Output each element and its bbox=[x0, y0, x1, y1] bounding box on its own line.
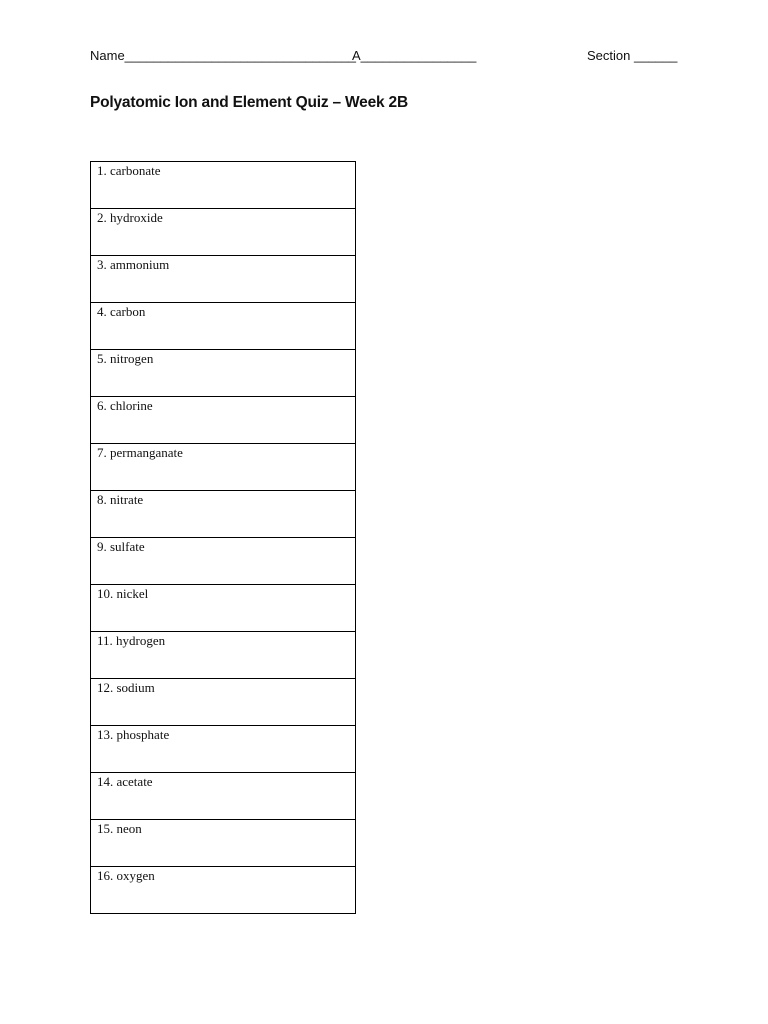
item-label: 12. sodium bbox=[97, 680, 155, 695]
answer-cell[interactable] bbox=[91, 491, 356, 538]
item-label: 2. hydroxide bbox=[97, 210, 163, 225]
answer-cell[interactable] bbox=[91, 350, 356, 397]
item-label: 10. nickel bbox=[97, 586, 149, 601]
item-label: 4. carbon bbox=[97, 304, 146, 319]
answer-cell[interactable] bbox=[91, 162, 356, 209]
answer-cell[interactable] bbox=[91, 820, 356, 867]
table-row bbox=[91, 867, 356, 914]
item-label: 14. acetate bbox=[97, 774, 153, 789]
item-label: 1. carbonate bbox=[97, 163, 161, 178]
section-field-label[interactable]: Section ______ bbox=[587, 48, 678, 63]
name-field-label[interactable]: Name________________________________ bbox=[90, 48, 357, 63]
answer-cell[interactable] bbox=[91, 303, 356, 350]
item-label: 16. oxygen bbox=[97, 868, 155, 883]
answer-cell[interactable] bbox=[91, 773, 356, 820]
answer-cell[interactable] bbox=[91, 397, 356, 444]
item-label: 13. phosphate bbox=[97, 727, 170, 742]
table-row bbox=[91, 256, 356, 303]
item-label: 6. chlorine bbox=[97, 398, 153, 413]
table-row bbox=[91, 350, 356, 397]
table-row bbox=[91, 303, 356, 350]
answer-cell[interactable] bbox=[91, 256, 356, 303]
table-row bbox=[91, 820, 356, 867]
item-label: 5. nitrogen bbox=[97, 351, 154, 366]
answer-cell[interactable] bbox=[91, 209, 356, 256]
answer-cell[interactable] bbox=[91, 726, 356, 773]
answer-cell[interactable] bbox=[91, 444, 356, 491]
item-label: 8. nitrate bbox=[97, 492, 144, 507]
item-label: 7. permanganate bbox=[97, 445, 183, 460]
table-row bbox=[91, 209, 356, 256]
answer-cell[interactable] bbox=[91, 538, 356, 585]
table-row bbox=[91, 585, 356, 632]
table-row bbox=[91, 162, 356, 209]
quiz-answer-table bbox=[90, 161, 356, 914]
table-row bbox=[91, 538, 356, 585]
table-row bbox=[91, 397, 356, 444]
a-field-label[interactable]: A________________ bbox=[352, 48, 477, 63]
table-row bbox=[91, 726, 356, 773]
table-row bbox=[91, 632, 356, 679]
item-label: 15. neon bbox=[97, 821, 142, 836]
table-row bbox=[91, 444, 356, 491]
table-row bbox=[91, 773, 356, 820]
item-label: 11. hydrogen bbox=[97, 633, 166, 648]
answer-cell[interactable] bbox=[91, 632, 356, 679]
table-row bbox=[91, 491, 356, 538]
answer-cell[interactable] bbox=[91, 867, 356, 914]
item-label: 9. sulfate bbox=[97, 539, 145, 554]
answer-cell[interactable] bbox=[91, 679, 356, 726]
item-label: 3. ammonium bbox=[97, 257, 170, 272]
student-info-header bbox=[0, 47, 768, 65]
answer-cell[interactable] bbox=[91, 585, 356, 632]
quiz-title: Polyatomic Ion and Element Quiz – Week 2B bbox=[90, 94, 408, 111]
table-row bbox=[91, 679, 356, 726]
